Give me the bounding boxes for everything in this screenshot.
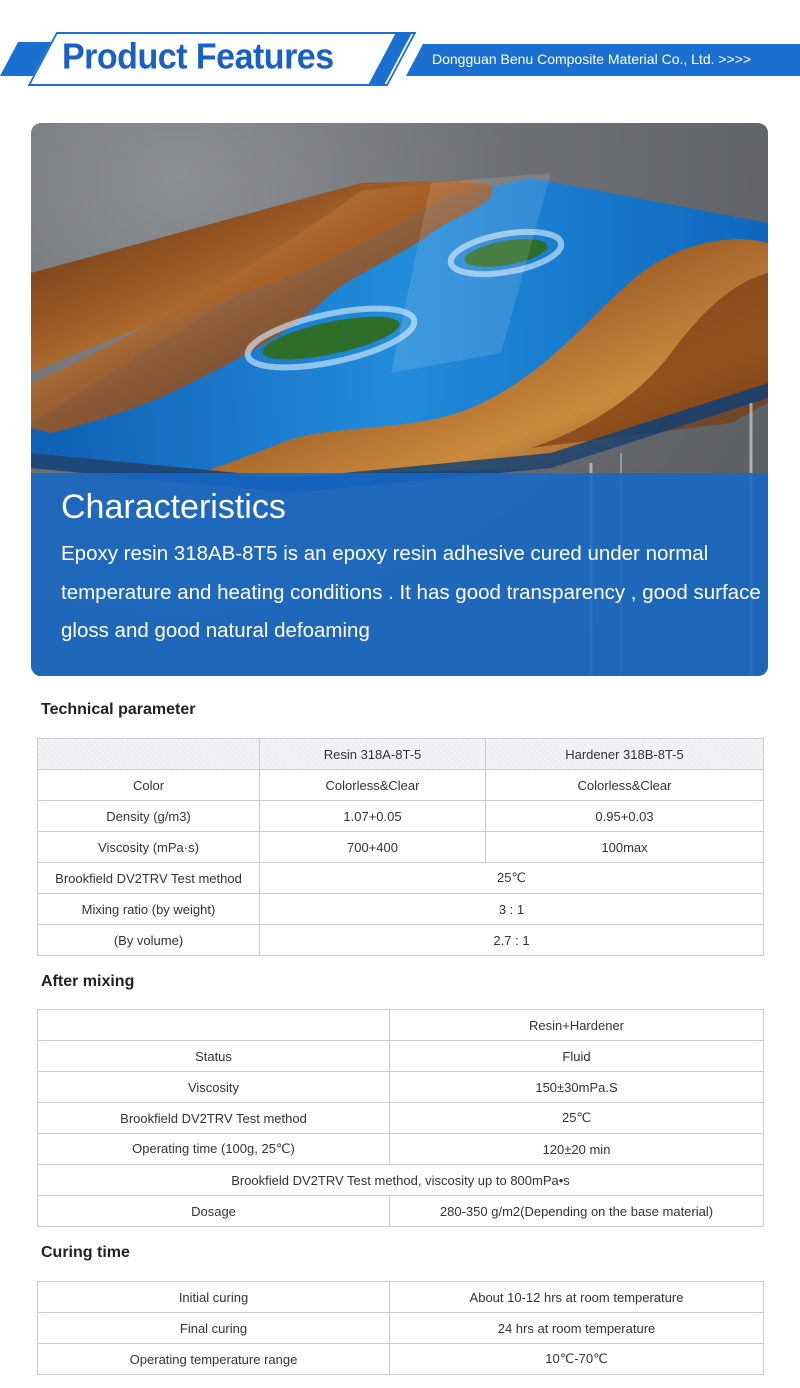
table-label-cell: Mixing ratio (by weight) [38,894,260,925]
table-cell: Fluid [390,1041,764,1072]
table-row [38,925,764,956]
table-cell: 2.7 : 1 [260,925,764,956]
table-note-cell: Brookfield DV2TRV Test method, viscosity up to 800mPa•s [38,1165,764,1196]
table-cell: 1.07+0.05 [260,801,486,832]
table-row [38,1010,764,1041]
characteristics-description: Epoxy resin 318AB-8T5 is an epoxy resin adhesive cured under normal temperature and heating conditions . It has good transparency , good surface gloss and good natural defoaming [61,542,761,642]
table-cell: 10℃-70℃ [390,1344,764,1375]
table-label-cell: Brookfield DV2TRV Test method [38,1103,390,1134]
page-title: Product Features [62,37,334,77]
table-header-cell: Resin 318A-8T-5 [260,739,486,770]
table-header-cell: Resin+Hardener [390,1010,764,1041]
table-cell: 120±20 min [390,1134,764,1165]
table-row [38,894,764,925]
after-mixing-title: After mixing [41,973,135,990]
table-row [38,1344,764,1375]
table-cell: 25℃ [260,863,764,894]
table-header-cell: Hardener 318B-8T-5 [486,739,764,770]
table-label-cell: Operating time (100g, 25℃) [38,1134,390,1165]
table-row [38,1072,764,1103]
table-label-cell: Dosage [38,1196,390,1227]
table-label-cell: Initial curing [38,1282,390,1313]
after-mixing-table [37,1009,764,1227]
table-label-cell: Brookfield DV2TRV Test method [38,863,260,894]
curing-time-title: Curing time [41,1244,130,1261]
table-label-cell: Status [38,1041,390,1072]
technical-parameter-table [37,738,764,956]
table-row [38,1103,764,1134]
technical-parameter-title: Technical parameter [41,701,196,718]
table-cell: Colorless&Clear [260,770,486,801]
table-label-cell: Final curing [38,1313,390,1344]
table-row [38,1134,764,1165]
table-row [38,863,764,894]
table-label-cell: Operating temperature range [38,1344,390,1375]
table-label-cell: Viscosity (mPa·s) [38,832,260,863]
table-cell: 700+400 [260,832,486,863]
table-cell: Colorless&Clear [486,770,764,801]
table-row [38,801,764,832]
table-header-cell [38,1010,390,1041]
table-label-cell: Viscosity [38,1072,390,1103]
characteristics-heading: Characteristics [61,488,286,526]
table-row [38,1196,764,1227]
table-row [38,1041,764,1072]
table-cell: 100max [486,832,764,863]
table-cell: 25℃ [390,1103,764,1134]
table-label-cell: (By volume) [38,925,260,956]
table-row [38,1282,764,1313]
curing-time-table [37,1281,764,1375]
table-header-cell [38,739,260,770]
table-row [38,1313,764,1344]
table-cell: About 10-12 hrs at room temperature [390,1282,764,1313]
table-cell: 150±30mPa.S [390,1072,764,1103]
table-label-cell: Density (g/m3) [38,801,260,832]
table-row [38,832,764,863]
hero-banner [31,123,768,676]
company-name-link[interactable]: Dongguan Benu Composite Material Co., Ltd. >>>> [432,51,752,67]
table-label-cell: Color [38,770,260,801]
table-row [38,1165,764,1196]
table-cell: 3 : 1 [260,894,764,925]
characteristics-panel [31,473,768,676]
table-row [38,739,764,770]
table-cell: 0.95+0.03 [486,801,764,832]
table-cell: 280-350 g/m2(Depending on the base material) [390,1196,764,1227]
table-row [38,770,764,801]
table-cell: 24 hrs at room temperature [390,1313,764,1344]
page-header [0,28,800,90]
